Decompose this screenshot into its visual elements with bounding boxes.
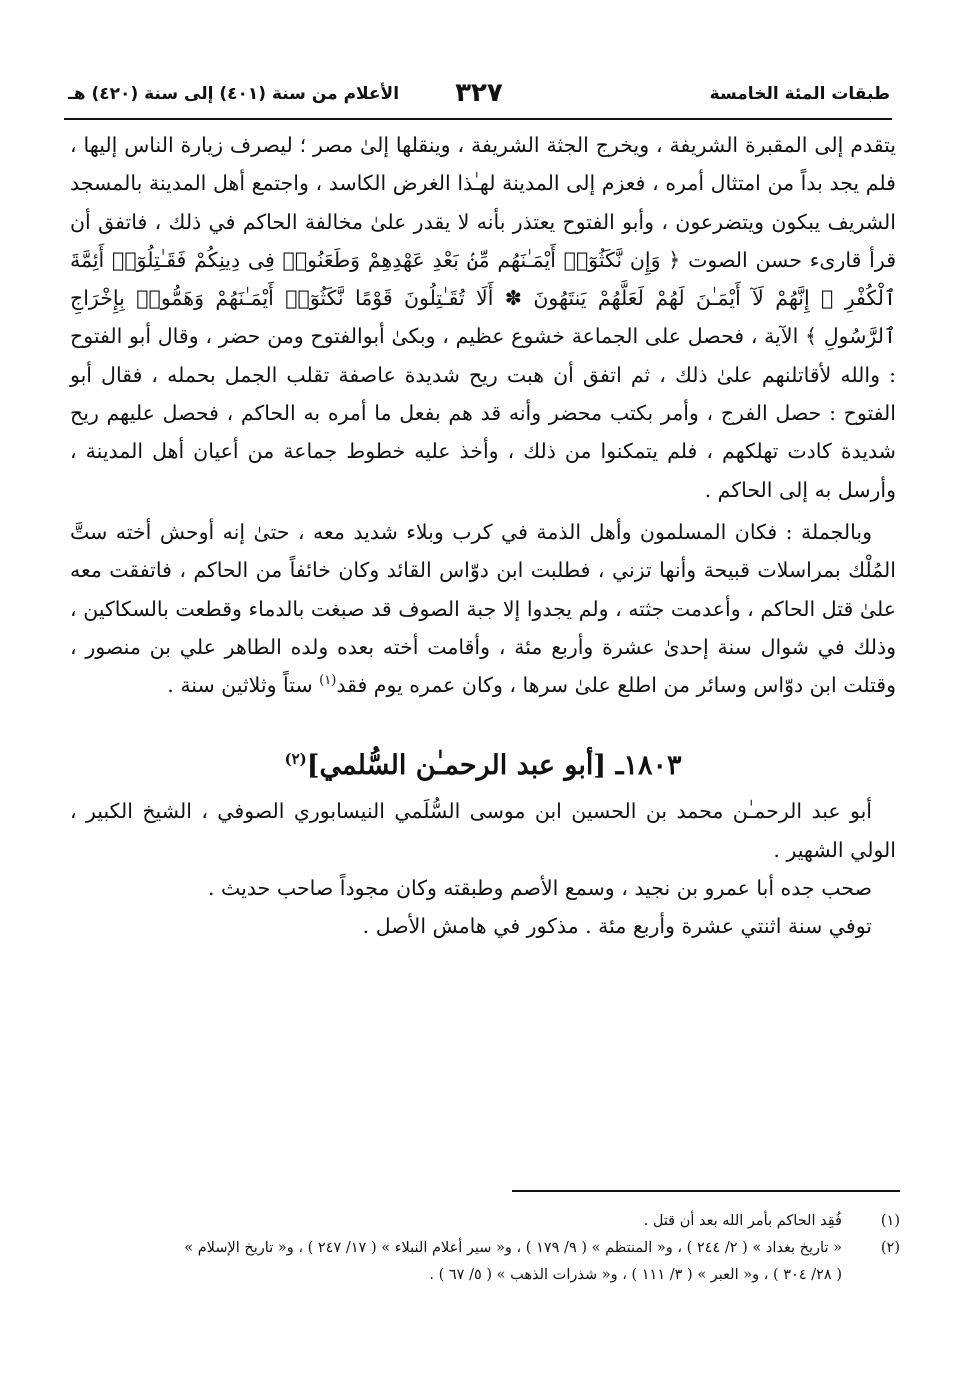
text-line: يتمكنوا من ذلك ، وأخذ عليه خطوط جماعة من أعيان أهل المدينة ، وأرسل به إلى bbox=[70, 439, 896, 502]
footnote-rule bbox=[512, 1190, 900, 1192]
chapter-range: الأعلام من سنة (٤٠١) إلى سنة (٤٢٠) هـ bbox=[68, 84, 400, 104]
header-rule bbox=[64, 118, 892, 120]
paragraph-5: توفي سنة اثنتي عشرة وأربع مئة . مذكور في هامش الأصل . bbox=[362, 914, 872, 939]
footnote-1 bbox=[60, 1208, 900, 1235]
text-line: وكان عمره يوم فقد bbox=[336, 673, 503, 698]
text-line: ستاً وثلاثين سنة . bbox=[167, 673, 320, 698]
footnote-number: (١) bbox=[880, 1213, 900, 1229]
footnote-number: (٢) bbox=[880, 1240, 900, 1256]
entry-heading bbox=[70, 746, 896, 786]
text-line: نَّكَثُوٓا۟ أَيْمَـٰنَهُمْ وَهَمُّوا۟ بِإِخْرَاجِ ٱلرَّسُولِ ﴾ الآية ، فحصل على الجماعة خشوع عظيم ، bbox=[70, 286, 896, 349]
paragraph-1 bbox=[70, 126, 896, 509]
text-line: أخته ستَّ المُلْك بمراسلات قبيحة وأنها تزني ، فطلبت ابن دوّاس القائد وكان خائفاً من bbox=[70, 519, 896, 583]
footnote-2 bbox=[60, 1235, 900, 1289]
text-line: محضر وأنه قد هم بفعل ما أمره به الحاكم ، فحصل عليهم ريح شديدة كادت تهلكهم ، فلم bbox=[70, 401, 896, 464]
text-line: صبغت بالدماء وقطعت بالسكاكين ، وذلك في شوال سنة إحدىٰ عشرة وأربع مئة ، وأقامت bbox=[70, 596, 896, 659]
main-text bbox=[70, 126, 896, 946]
footnote-ref-2[interactable]: (٢) bbox=[284, 750, 307, 769]
paragraph-3 bbox=[70, 792, 896, 869]
section-title: طبقات المئة الخامسة bbox=[709, 84, 890, 104]
text-line: وبكىٰ أبوالفتوح ومن حضر ، وقال أبو الفتوح : والله لأقاتلنهم علىٰ ذلك ، ثم اتفق أن هبت bbox=[70, 324, 896, 387]
quran-verse-line: وَطَعَنُوا۟ فِى دِينِكُمْ فَقَـٰتِلُوٓا۟ أَئِمَّةَ ٱلْكُفْرِ ۙ إِنَّهُمْ لَآ أَيْمَـٰنَ لَهُمْ لَعَلَّهُمْ يَنتَهُونَ ✽ أَلَا تُقَـٰتِلُونَ قَوْمًا bbox=[70, 247, 896, 311]
text-line: المدينة بالمسجد الشريف يبكون ويتضرعون ، وأبو الفتوح يعتذر بأنه لا يقدر علىٰ مخالفة bbox=[70, 171, 896, 234]
text-line: وبالجملة : فكان المسلمون وأهل الذمة في كرب وبلاء شديد معه ، حتىٰ إنه أوحش bbox=[159, 519, 872, 544]
text-line: الحاكم . bbox=[704, 477, 773, 502]
text-line: أخته بعده ولده الطاهر علي بن منصور ، وقتلت ابن دوّاس وسائر من اطلع علىٰ سرها ، bbox=[70, 634, 896, 698]
footnote-ref-1[interactable]: (١) bbox=[319, 673, 337, 689]
text-line: ريح شديدة عاصفة تقلب الجمل بحمله ، فقال أبو الفتوح : حصل الفرج ، وأمر بكتب bbox=[70, 362, 896, 426]
text-line: إليها ، فلم يجد بداً من امتثال أمره ، فعزم إلى المدينة لهـٰذا الغرض الكاسد ، واجتمع أهل bbox=[70, 133, 896, 196]
footnote-text: « تاريخ بغداد » ( ٢/ ٢٤٤ ) ، و« المنتظم » ( ٩/ ١٧٩ ) ، و« سير أعلام النبلاء » ( ١٧/ ٢٤٧ ) ، و« تاريخ الإسلام » bbox=[184, 1240, 842, 1256]
page-number: ٣٢٧ bbox=[455, 78, 503, 108]
text-line: يتقدم إلى المقبرة الشريفة ، ويخرج الجثة الشريفة ، وينقلها إلىٰ مصر ؛ ليصرف زيارة الناس bbox=[124, 133, 896, 157]
paragraph-2 bbox=[70, 513, 896, 704]
text-line: الحاكم في ذلك ، فاتفق أن قرأ قارىء حسن الصوت ﴿ وَإِن نَّكَثُوٓا۟ أَيْمَـٰنَهُم مِّنۢ بَعْدِ عَهْدِهِمْ bbox=[70, 209, 896, 272]
text-line: الحاكم ، فاتفقت معه علىٰ قتل الحاكم ، وأعدمت جثته ، ولم يجدوا إلا جبة الصوف قد bbox=[70, 558, 896, 621]
paragraph-4: صحب جده أبا عمرو بن نجيد ، وسمع الأصم وطبقته وكان مجوداً صاحب حديث . bbox=[208, 876, 872, 901]
text-line: أبو عبد الرحمـٰن محمد بن الحسين ابن موسى السُّلَمي النيسابوري الصوفي ، الشيخ bbox=[142, 799, 872, 824]
text-line: الكبير ، الولي الشهير . bbox=[70, 799, 896, 862]
footnotes bbox=[60, 1208, 900, 1289]
entry-title: ١٨٠٣ـ [أبو عبد الرحمـٰن السُّلمي] bbox=[306, 750, 682, 782]
running-header bbox=[68, 78, 890, 114]
footnote-text: فُقِد الحاكم بأمر الله بعد أن قتل . bbox=[643, 1213, 842, 1229]
footnote-text: ( ٢٨/ ٣٠٤ ) ، و« العبر » ( ٣/ ١١١ ) ، و« شذرات الذهب » ( ٥/ ٦٧ ) . bbox=[429, 1267, 842, 1283]
